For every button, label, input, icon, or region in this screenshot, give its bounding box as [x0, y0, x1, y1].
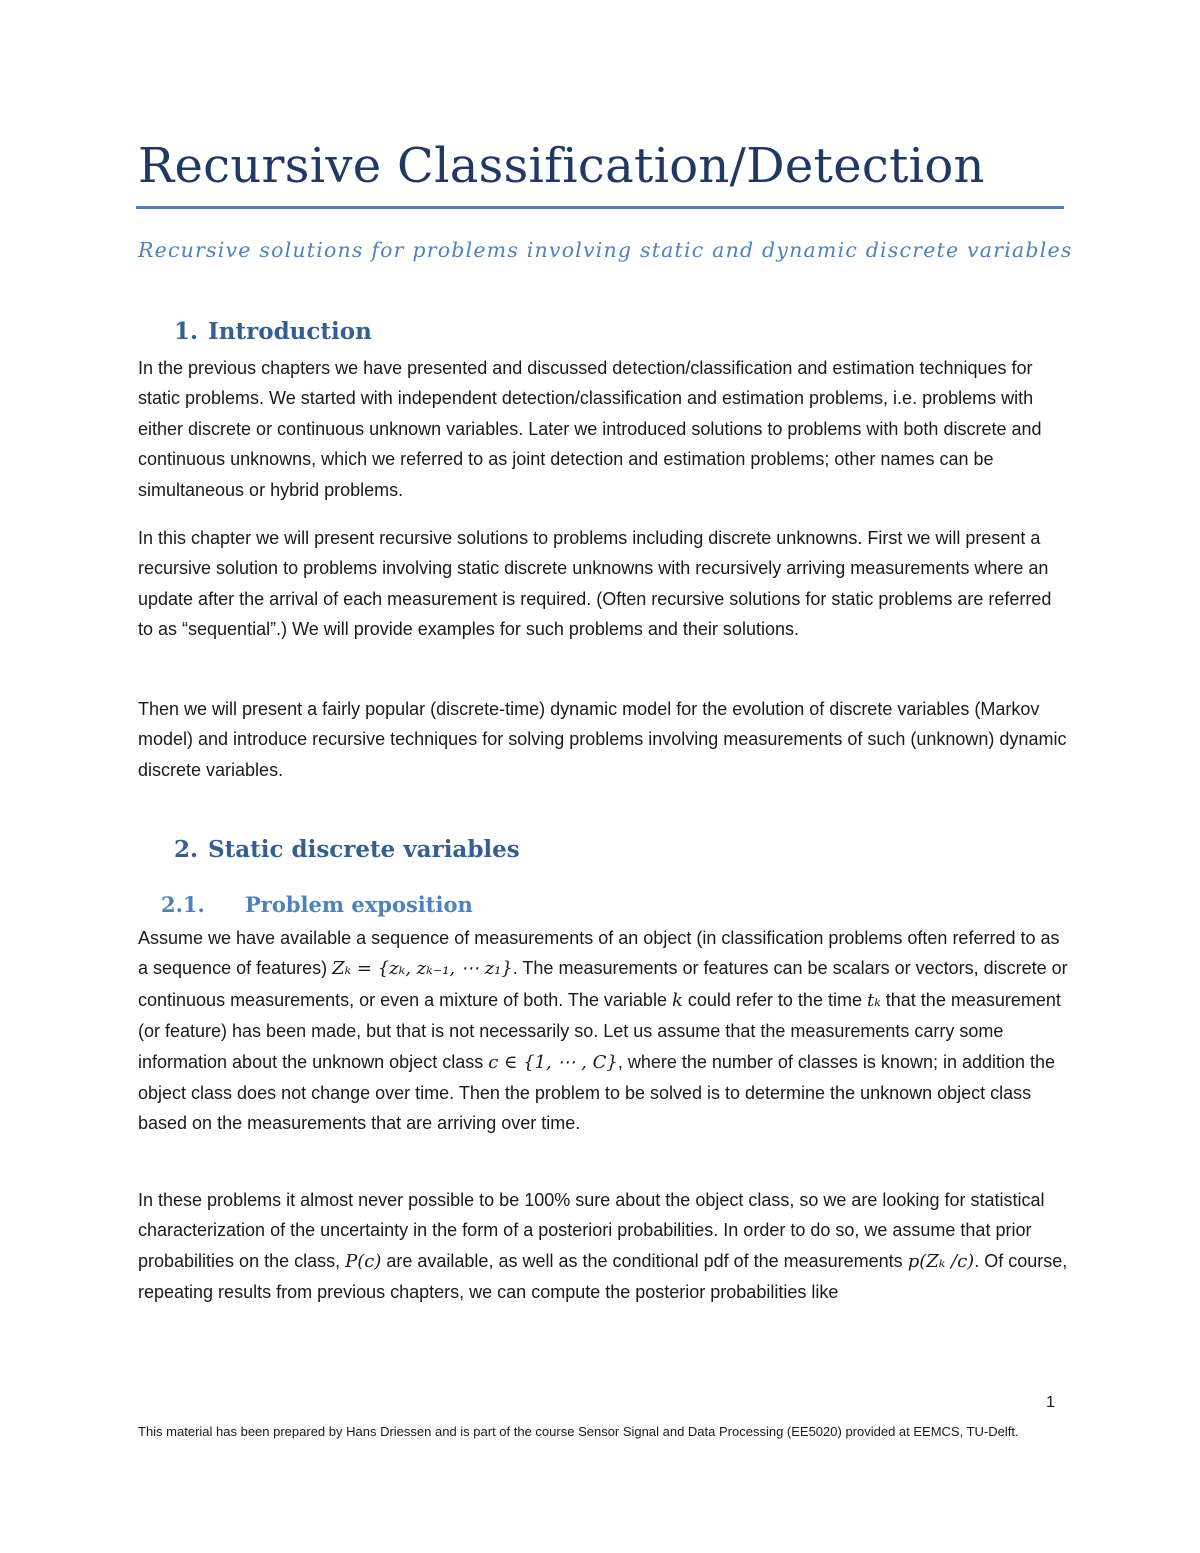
text-run: In these problems it almost never possible to be 100% sure about the object class, so we are looking for statistical characterization of the uncertainty in the form of a posteriori probabilities. In order to do so, we assume that prior probabilities on the class,	[138, 1190, 1045, 1271]
section-2-number: 2.	[174, 836, 199, 863]
exposition-paragraph-2	[138, 1185, 1068, 1308]
subsection-2-1-title: Problem exposition	[245, 892, 473, 917]
document-subtitle: Recursive solutions for problems involving static and dynamic discrete variables	[138, 238, 1073, 262]
intro-paragraph-3: Then we will present a fairly popular (discrete-time) dynamic model for the evolution of discrete variables (Markov model) and introduce recursive techniques for solving problems involving measurements of such (unknown) dynamic discrete variables.	[138, 699, 1067, 780]
page-number: 1	[1046, 1394, 1055, 1411]
math-measurement-set: Zₖ = {zₖ, zₖ₋₁, ⋯ z₁}	[332, 958, 513, 980]
math-k: k	[671, 989, 683, 1011]
math-conditional-pdf: p(Zₖ /c)	[907, 1250, 975, 1272]
text-run: that the measurement (or feature) has been made, but that is not necessarily so. Let us assume that the measurements carry some information about the unknown object class	[138, 989, 1061, 1072]
section-1-heading	[174, 318, 372, 345]
text-run: Assume we have available a sequence of measurements of an object (in classification problems often referred to as a sequence of features)	[138, 928, 1060, 979]
section-1-title: Introduction	[208, 318, 372, 345]
section-2-title: Static discrete variables	[208, 836, 520, 863]
math-prior-probability: P(c)	[345, 1250, 382, 1272]
footer-note: This material has been prepared by Hans Driessen and is part of the course Sensor Signal and Data Processing (EE5020) provided at EEMCS, TU-Delft.	[138, 1424, 1019, 1439]
math-tk: tₖ	[866, 989, 881, 1011]
text-run: , where the number of classes is known; in addition the object class does not change over time. Then the problem to be solved is to determine the unknown object class based on the measurements that are arriving over time.	[138, 1051, 1056, 1134]
section-2-heading	[174, 836, 520, 863]
document-title: Recursive Classification/Detection	[138, 138, 985, 194]
text-run: are available, as well as the conditional pdf of the measurements	[381, 1250, 908, 1271]
subsection-2-1-heading	[161, 892, 473, 917]
text-run: . Of course, repeating results from previous chapters, we can compute the posterior probabilities like	[138, 1250, 1068, 1303]
intro-paragraph-1: In the previous chapters we have presented and discussed detection/classification and estimation techniques for static problems. We started with independent detection/classification and estimation problems, i.e. problems with either discrete or continuous unknown variables. Later we introduced solutions to problems with both discrete and continuous unknowns, which we referred to as joint detection and estimation problems; other names can be simultaneous or hybrid problems.	[138, 358, 1042, 500]
subsection-2-1-number: 2.1.	[161, 892, 205, 917]
title-underline-rule	[136, 206, 1064, 209]
intro-paragraph-2: In this chapter we will present recursive solutions to problems including discrete unknowns. First we will present a recursive solution to problems involving static discrete unknowns with recursively arriving measurements where an update after the arrival of each measurement is required. (Often recursive solutions for static problems are referred to as “sequential”.) We will provide examples for such problems and their solutions.	[138, 528, 1052, 640]
section-1-number: 1.	[174, 318, 199, 345]
math-class-set: c ∈ {1, ⋯ , C}	[488, 1051, 618, 1073]
text-run: could refer to the time	[682, 989, 867, 1010]
exposition-paragraph-1	[138, 923, 1068, 1139]
text-run: . The measurements or features can be scalars or vectors, discrete or continuous measurements, or even a mixture of both. The variable	[138, 958, 1068, 1010]
